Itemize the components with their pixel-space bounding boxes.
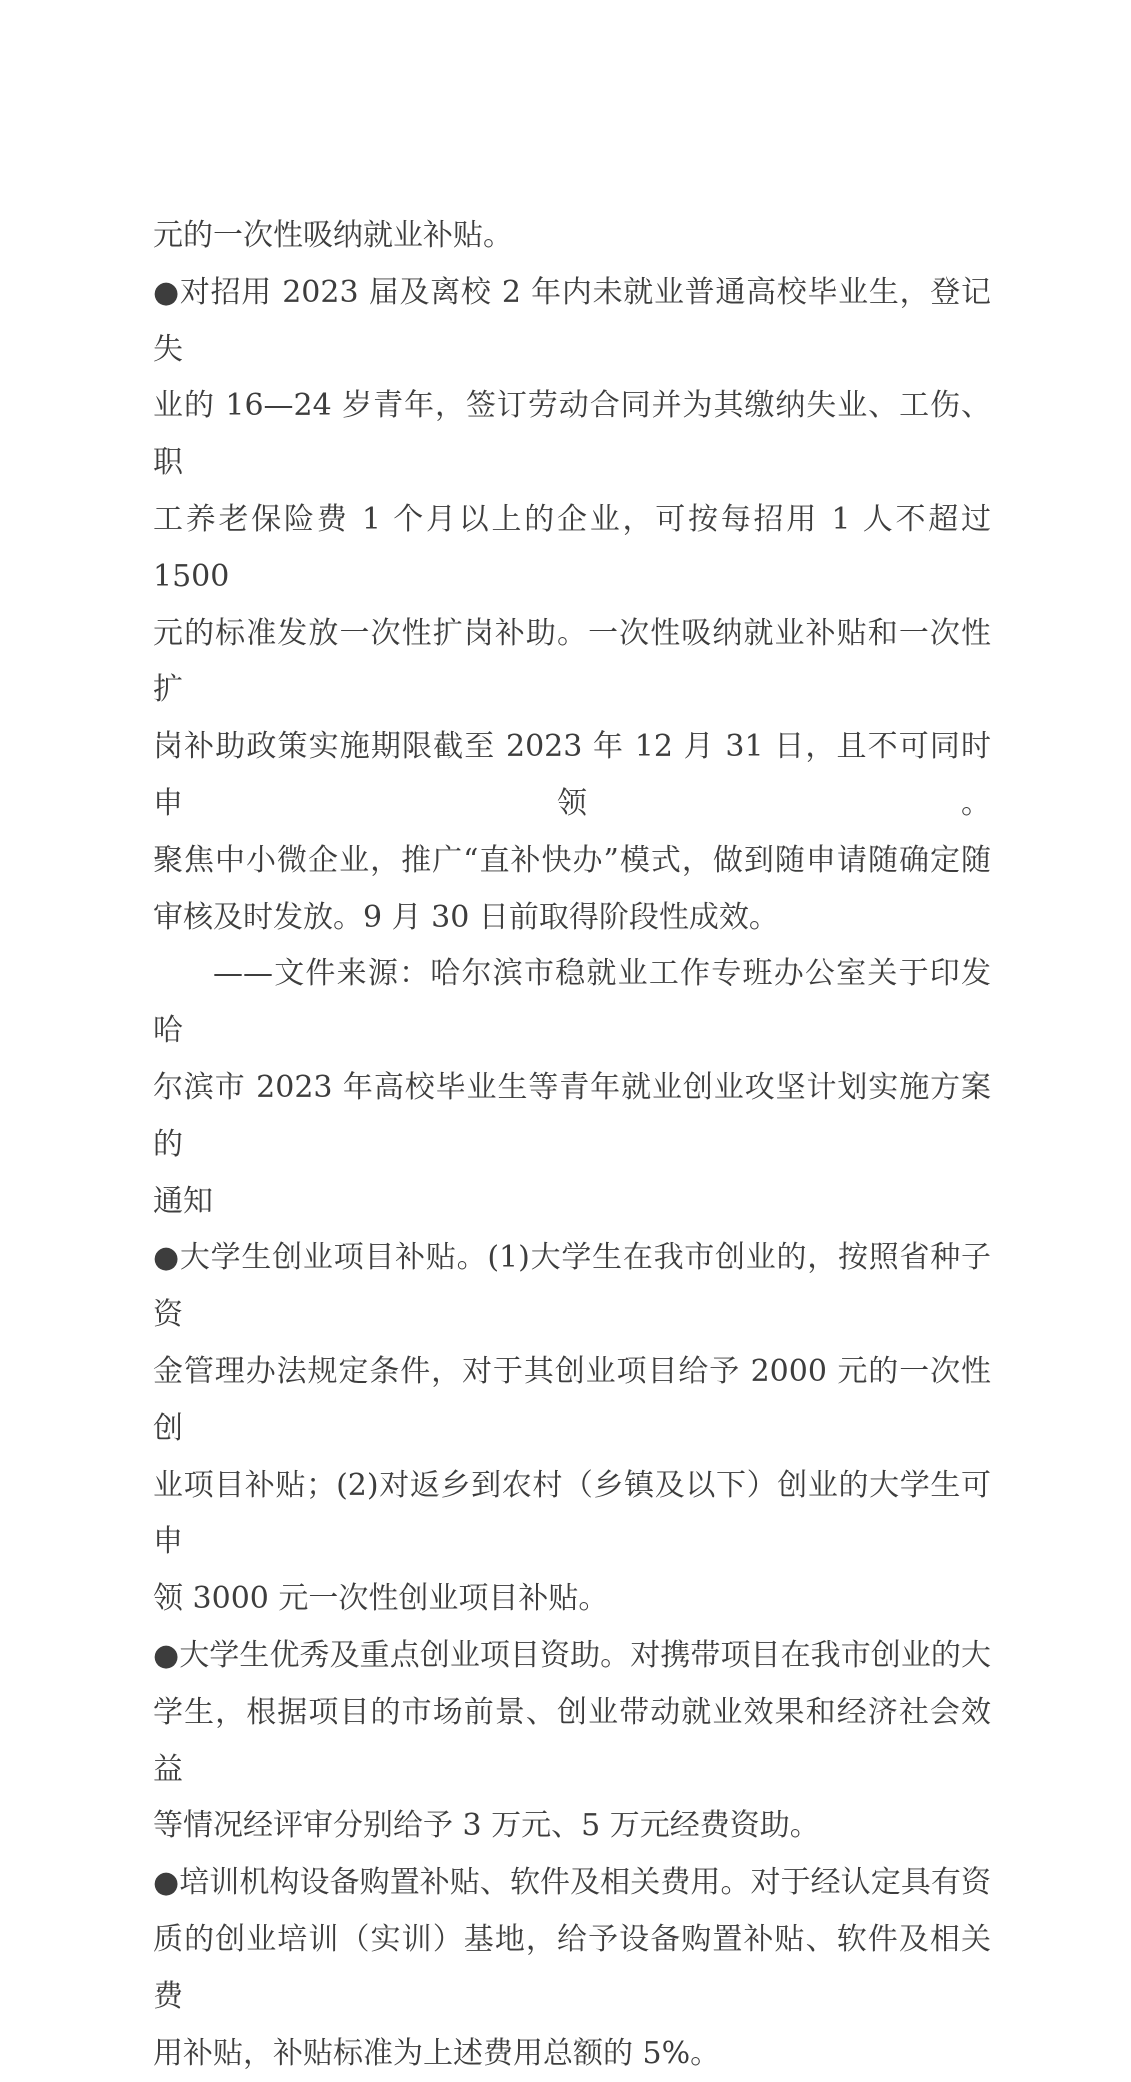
- text-line: 用补贴，补贴标准为上述费用总额的 5%。: [153, 2026, 991, 2082]
- text-line: ——文件来源：哈尔滨市稳就业工作专班办公室关于印发哈: [153, 946, 991, 1060]
- paragraph-continuation: [153, 208, 991, 265]
- text-line: 通知: [153, 1174, 991, 1231]
- text-line: 金管理办法规定条件，对于其创业项目给予 2000 元的一次性创: [153, 1344, 991, 1458]
- document-body: [153, 208, 991, 2082]
- text-line: 等情况经评审分别给予 3 万元、5 万元经费资助。: [153, 1798, 991, 1855]
- paragraph-expand-post-subsidy: [153, 265, 991, 947]
- paragraph-startup-project-subsidy: [153, 1230, 991, 1628]
- text-line: ●大学生优秀及重点创业项目资助。对携带项目在我市创业的大: [153, 1628, 991, 1685]
- text-line: 业的 16—24 岁青年，签订劳动合同并为其缴纳失业、工伤、职: [153, 378, 991, 492]
- text-line: 学生，根据项目的市场前景、创业带动就业效果和经济社会效益: [153, 1685, 991, 1799]
- text-line: ●大学生创业项目补贴。(1)大学生在我市创业的，按照省种子资: [153, 1230, 991, 1344]
- text-line: 领 3000 元一次性创业项目补贴。: [153, 1571, 991, 1628]
- text-line: 尔滨市 2023 年高校毕业生等青年就业创业攻坚计划实施方案的: [153, 1060, 991, 1174]
- text-line: 岗补助政策实施期限截至 2023 年 12 月 31 日，且不可同时申领。: [153, 719, 991, 833]
- text-line: 工养老保险费 1 个月以上的企业，可按每招用 1 人不超过 1500: [153, 492, 991, 606]
- text-line: ●培训机构设备购置补贴、软件及相关费用。对于经认定具有资: [153, 1855, 991, 1912]
- text-line: 质的创业培训（实训）基地，给予设备购置补贴、软件及相关费: [153, 1912, 991, 2026]
- text-line: 业项目补贴；(2)对返乡到农村（乡镇及以下）创业的大学生可申: [153, 1458, 991, 1572]
- paragraph-training-equipment-subsidy: [153, 1855, 991, 2082]
- text-line: 元的标准发放一次性扩岗补助。一次性吸纳就业补贴和一次性扩: [153, 606, 991, 720]
- paragraph-excellent-project-grant: [153, 1628, 991, 1855]
- text-line: 聚焦中小微企业，推广“直补快办”模式，做到随申请随确定随: [153, 833, 991, 890]
- text-line: 元的一次性吸纳就业补贴。: [153, 208, 991, 265]
- paragraph-doc-source: [153, 946, 991, 1230]
- text-line: 审核及时发放。9 月 30 日前取得阶段性成效。: [153, 890, 991, 947]
- text-line: ●对招用 2023 届及离校 2 年内未就业普通高校毕业生，登记失: [153, 265, 991, 379]
